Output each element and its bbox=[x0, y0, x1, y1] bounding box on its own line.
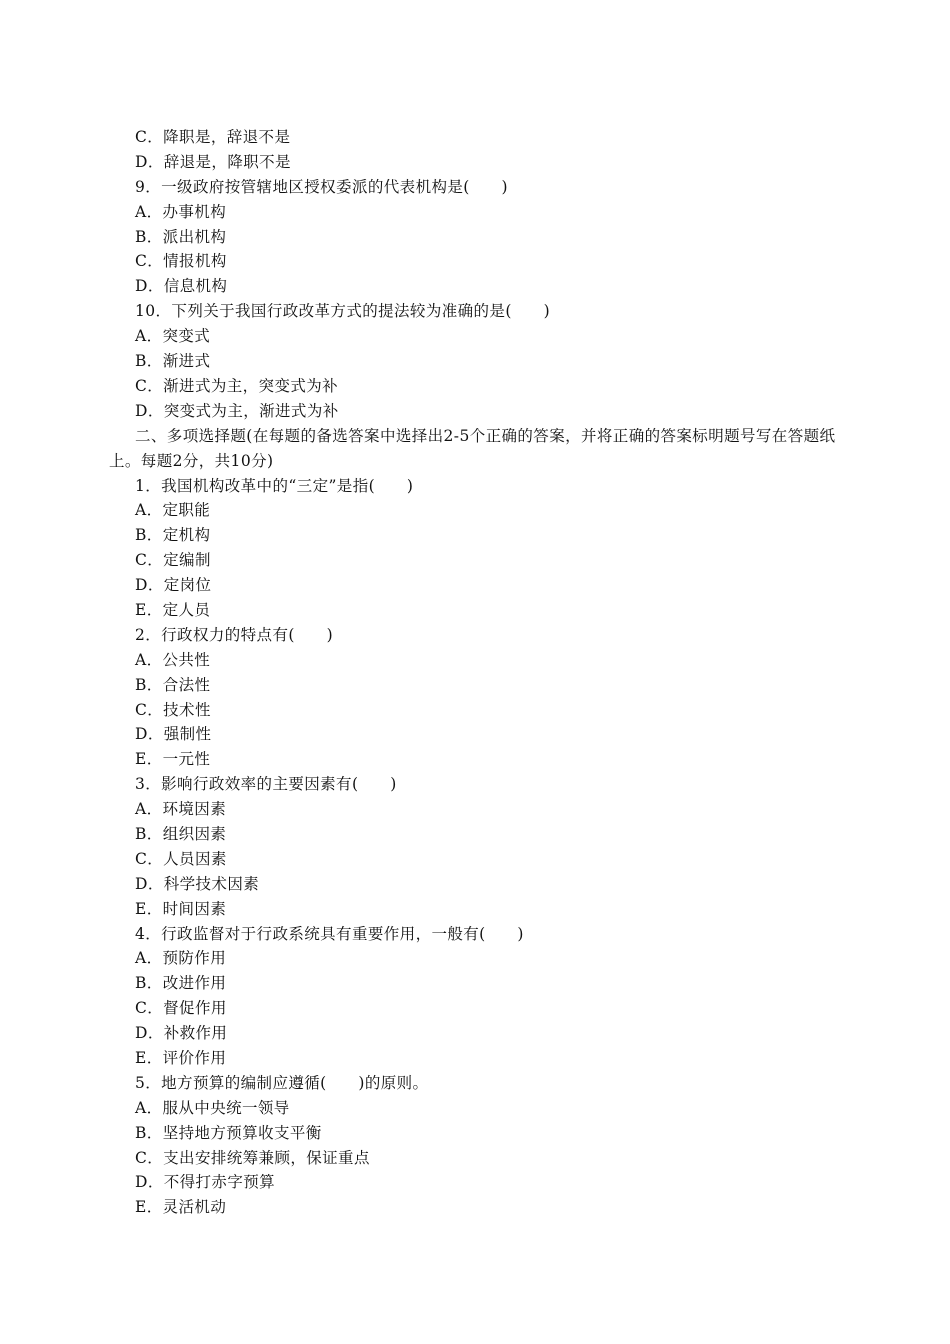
option-line: C．渐进式为主，突变式为补 bbox=[135, 376, 339, 395]
option-line: C．定编制 bbox=[135, 551, 211, 570]
question-line: 5．地方预算的编制应遵循( )的原则。 bbox=[135, 1073, 429, 1092]
option-line: D．强制性 bbox=[135, 725, 212, 744]
option-line: C．情报机构 bbox=[135, 252, 227, 271]
option-line: A．定职能 bbox=[135, 501, 211, 520]
option-line: B．派出机构 bbox=[135, 227, 227, 246]
option-line: B．坚持地方预算收支平衡 bbox=[135, 1123, 322, 1142]
option-line: C．技术性 bbox=[135, 700, 211, 719]
option-line: E．灵活机动 bbox=[135, 1198, 227, 1217]
option-line: C．人员因素 bbox=[135, 849, 227, 868]
option-line: B．合法性 bbox=[135, 675, 211, 694]
section-heading: 二、多项选择题(在每题的备选答案中选择出2-5个正确的答案，并将正确的答案标明题号写在答题纸上。每题2分，共10分) bbox=[109, 426, 836, 470]
option-line: D．不得打赤字预算 bbox=[135, 1173, 276, 1192]
option-line: E．一元性 bbox=[135, 750, 211, 769]
question-line: 2．行政权力的特点有( ) bbox=[135, 625, 334, 644]
option-line: B．渐进式 bbox=[135, 352, 211, 371]
option-line: B．改进作用 bbox=[135, 974, 227, 993]
option-line: E．评价作用 bbox=[135, 1048, 227, 1067]
option-line: A．突变式 bbox=[135, 327, 211, 346]
option-line: B．组织因素 bbox=[135, 824, 227, 843]
option-line: D．信息机构 bbox=[135, 277, 228, 296]
option-line: D．补救作用 bbox=[135, 1024, 228, 1043]
question-line: 3．影响行政效率的主要因素有( ) bbox=[135, 775, 397, 794]
document-body bbox=[109, 125, 870, 1220]
option-line: D．突变式为主，渐进式为补 bbox=[135, 401, 339, 420]
option-line: C．降职是，辞退不是 bbox=[135, 128, 291, 146]
option-line: A．服从中央统一领导 bbox=[135, 1098, 290, 1117]
option-line: E．定人员 bbox=[135, 600, 211, 619]
option-line: D．定岗位 bbox=[135, 576, 212, 595]
option-line: C．督促作用 bbox=[135, 999, 227, 1018]
option-line: A．环境因素 bbox=[135, 800, 227, 819]
option-line: B．定机构 bbox=[135, 526, 211, 545]
option-line: A．预防作用 bbox=[135, 949, 227, 968]
option-line: A．公共性 bbox=[135, 650, 211, 669]
question-line: 1．我国机构改革中的“三定”是指( ) bbox=[135, 476, 414, 495]
option-line: D．科学技术因素 bbox=[135, 874, 260, 893]
question-line: 4．行政监督对于行政系统具有重要作用，一般有( ) bbox=[135, 924, 524, 943]
option-line: D．辞退是，降职不是 bbox=[135, 152, 291, 171]
option-line: C．支出安排统筹兼顾，保证重点 bbox=[135, 1148, 370, 1167]
question-line: 9．一级政府按管辖地区授权委派的代表机构是( ) bbox=[135, 177, 508, 196]
option-line: E．时间因素 bbox=[135, 899, 227, 918]
question-line: 10．下列关于我国行政改革方式的提法较为准确的是( ) bbox=[135, 302, 551, 321]
option-line: A．办事机构 bbox=[135, 202, 227, 221]
